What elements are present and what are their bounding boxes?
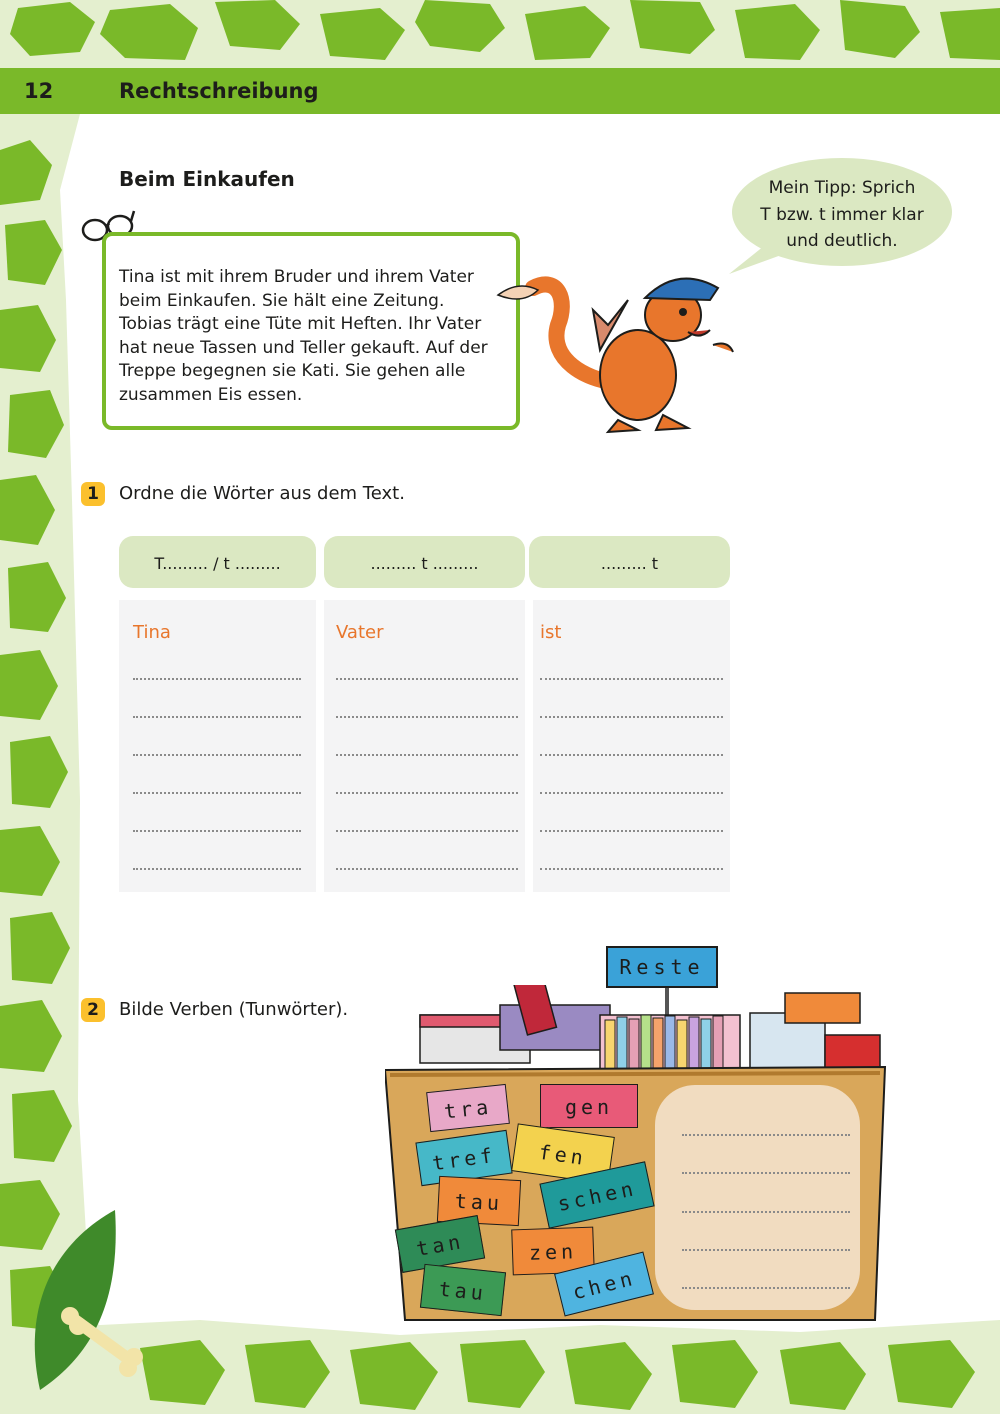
syllable-card[interactable]: tra	[426, 1084, 510, 1132]
column-1-write-line[interactable]	[133, 678, 301, 680]
column-3-write-line[interactable]	[540, 830, 723, 832]
task-2-badge: 2	[81, 998, 105, 1022]
syllable-card[interactable]: tref	[415, 1130, 512, 1186]
column-2-header-label: ......... t .........	[370, 554, 479, 573]
column-2-write-line[interactable]	[336, 792, 518, 794]
column-3-write-line[interactable]	[540, 678, 723, 680]
task-1-badge: 1	[81, 482, 105, 506]
syllable-card[interactable]: tau	[420, 1264, 506, 1316]
column-1-write-line[interactable]	[133, 754, 301, 756]
column-3-write-line[interactable]	[540, 792, 723, 794]
dragon-illustration	[488, 270, 753, 435]
column-1-body	[119, 600, 316, 892]
column-1-header-label: T......... / t .........	[154, 554, 281, 573]
verb-write-line[interactable]	[682, 1287, 850, 1289]
column-1-write-line[interactable]	[133, 716, 301, 718]
column-3-example: ist	[540, 622, 562, 643]
reste-sign: Reste	[606, 946, 718, 988]
column-2-example: Vater	[336, 622, 384, 643]
syllable-card[interactable]: zen	[511, 1227, 595, 1276]
column-3-body	[533, 600, 730, 892]
column-1-write-line[interactable]	[133, 830, 301, 832]
page-number: 12	[24, 79, 54, 103]
tip-text: Mein Tipp: Sprich T bzw. t immer klar und deutlich.	[760, 178, 924, 251]
column-2-write-line[interactable]	[336, 868, 518, 870]
syllable-card[interactable]: tau	[437, 1176, 521, 1226]
column-2-write-line[interactable]	[336, 754, 518, 756]
verb-write-line[interactable]	[682, 1134, 850, 1136]
column-2-write-line[interactable]	[336, 678, 518, 680]
column-1-write-line[interactable]	[133, 868, 301, 870]
column-1-example: Tina	[133, 622, 171, 643]
column-2-body	[324, 600, 525, 892]
task-2-instruction: Bilde Verben (Tunwörter).	[119, 999, 349, 1020]
column-2-write-line[interactable]	[336, 830, 518, 832]
verb-write-line[interactable]	[682, 1211, 850, 1213]
column-3-write-line[interactable]	[540, 868, 723, 870]
verb-write-line[interactable]	[682, 1172, 850, 1174]
column-2-write-line[interactable]	[336, 716, 518, 718]
syllable-card[interactable]: tan	[395, 1215, 485, 1273]
syllable-card[interactable]: chen	[554, 1252, 654, 1317]
story-text: Tina ist mit ihrem Bruder und ihrem Vater beim Einkaufen. Sie hält eine Zeitung. Tobias trägt eine Tüte mit Heften. Ihr Vater hat neue Tassen und Teller gekauft. Auf der Treppe begegnen sie Kati. Sie gehen alle zusammen Eis essen.	[119, 267, 488, 405]
syllable-card[interactable]: gen	[540, 1084, 638, 1128]
column-3-header-label: ......... t	[600, 554, 659, 573]
syllable-card[interactable]: fen	[511, 1123, 615, 1184]
column-3-write-line[interactable]	[540, 716, 723, 718]
verb-write-line[interactable]	[682, 1249, 850, 1251]
column-1-write-line[interactable]	[133, 792, 301, 794]
header-title: Rechtschreibung	[119, 79, 319, 103]
section-title: Beim Einkaufen	[119, 167, 295, 191]
task-1-instruction: Ordne die Wörter aus dem Text.	[119, 483, 405, 504]
syllable-card[interactable]: schen	[539, 1161, 654, 1228]
column-3-write-line[interactable]	[540, 754, 723, 756]
